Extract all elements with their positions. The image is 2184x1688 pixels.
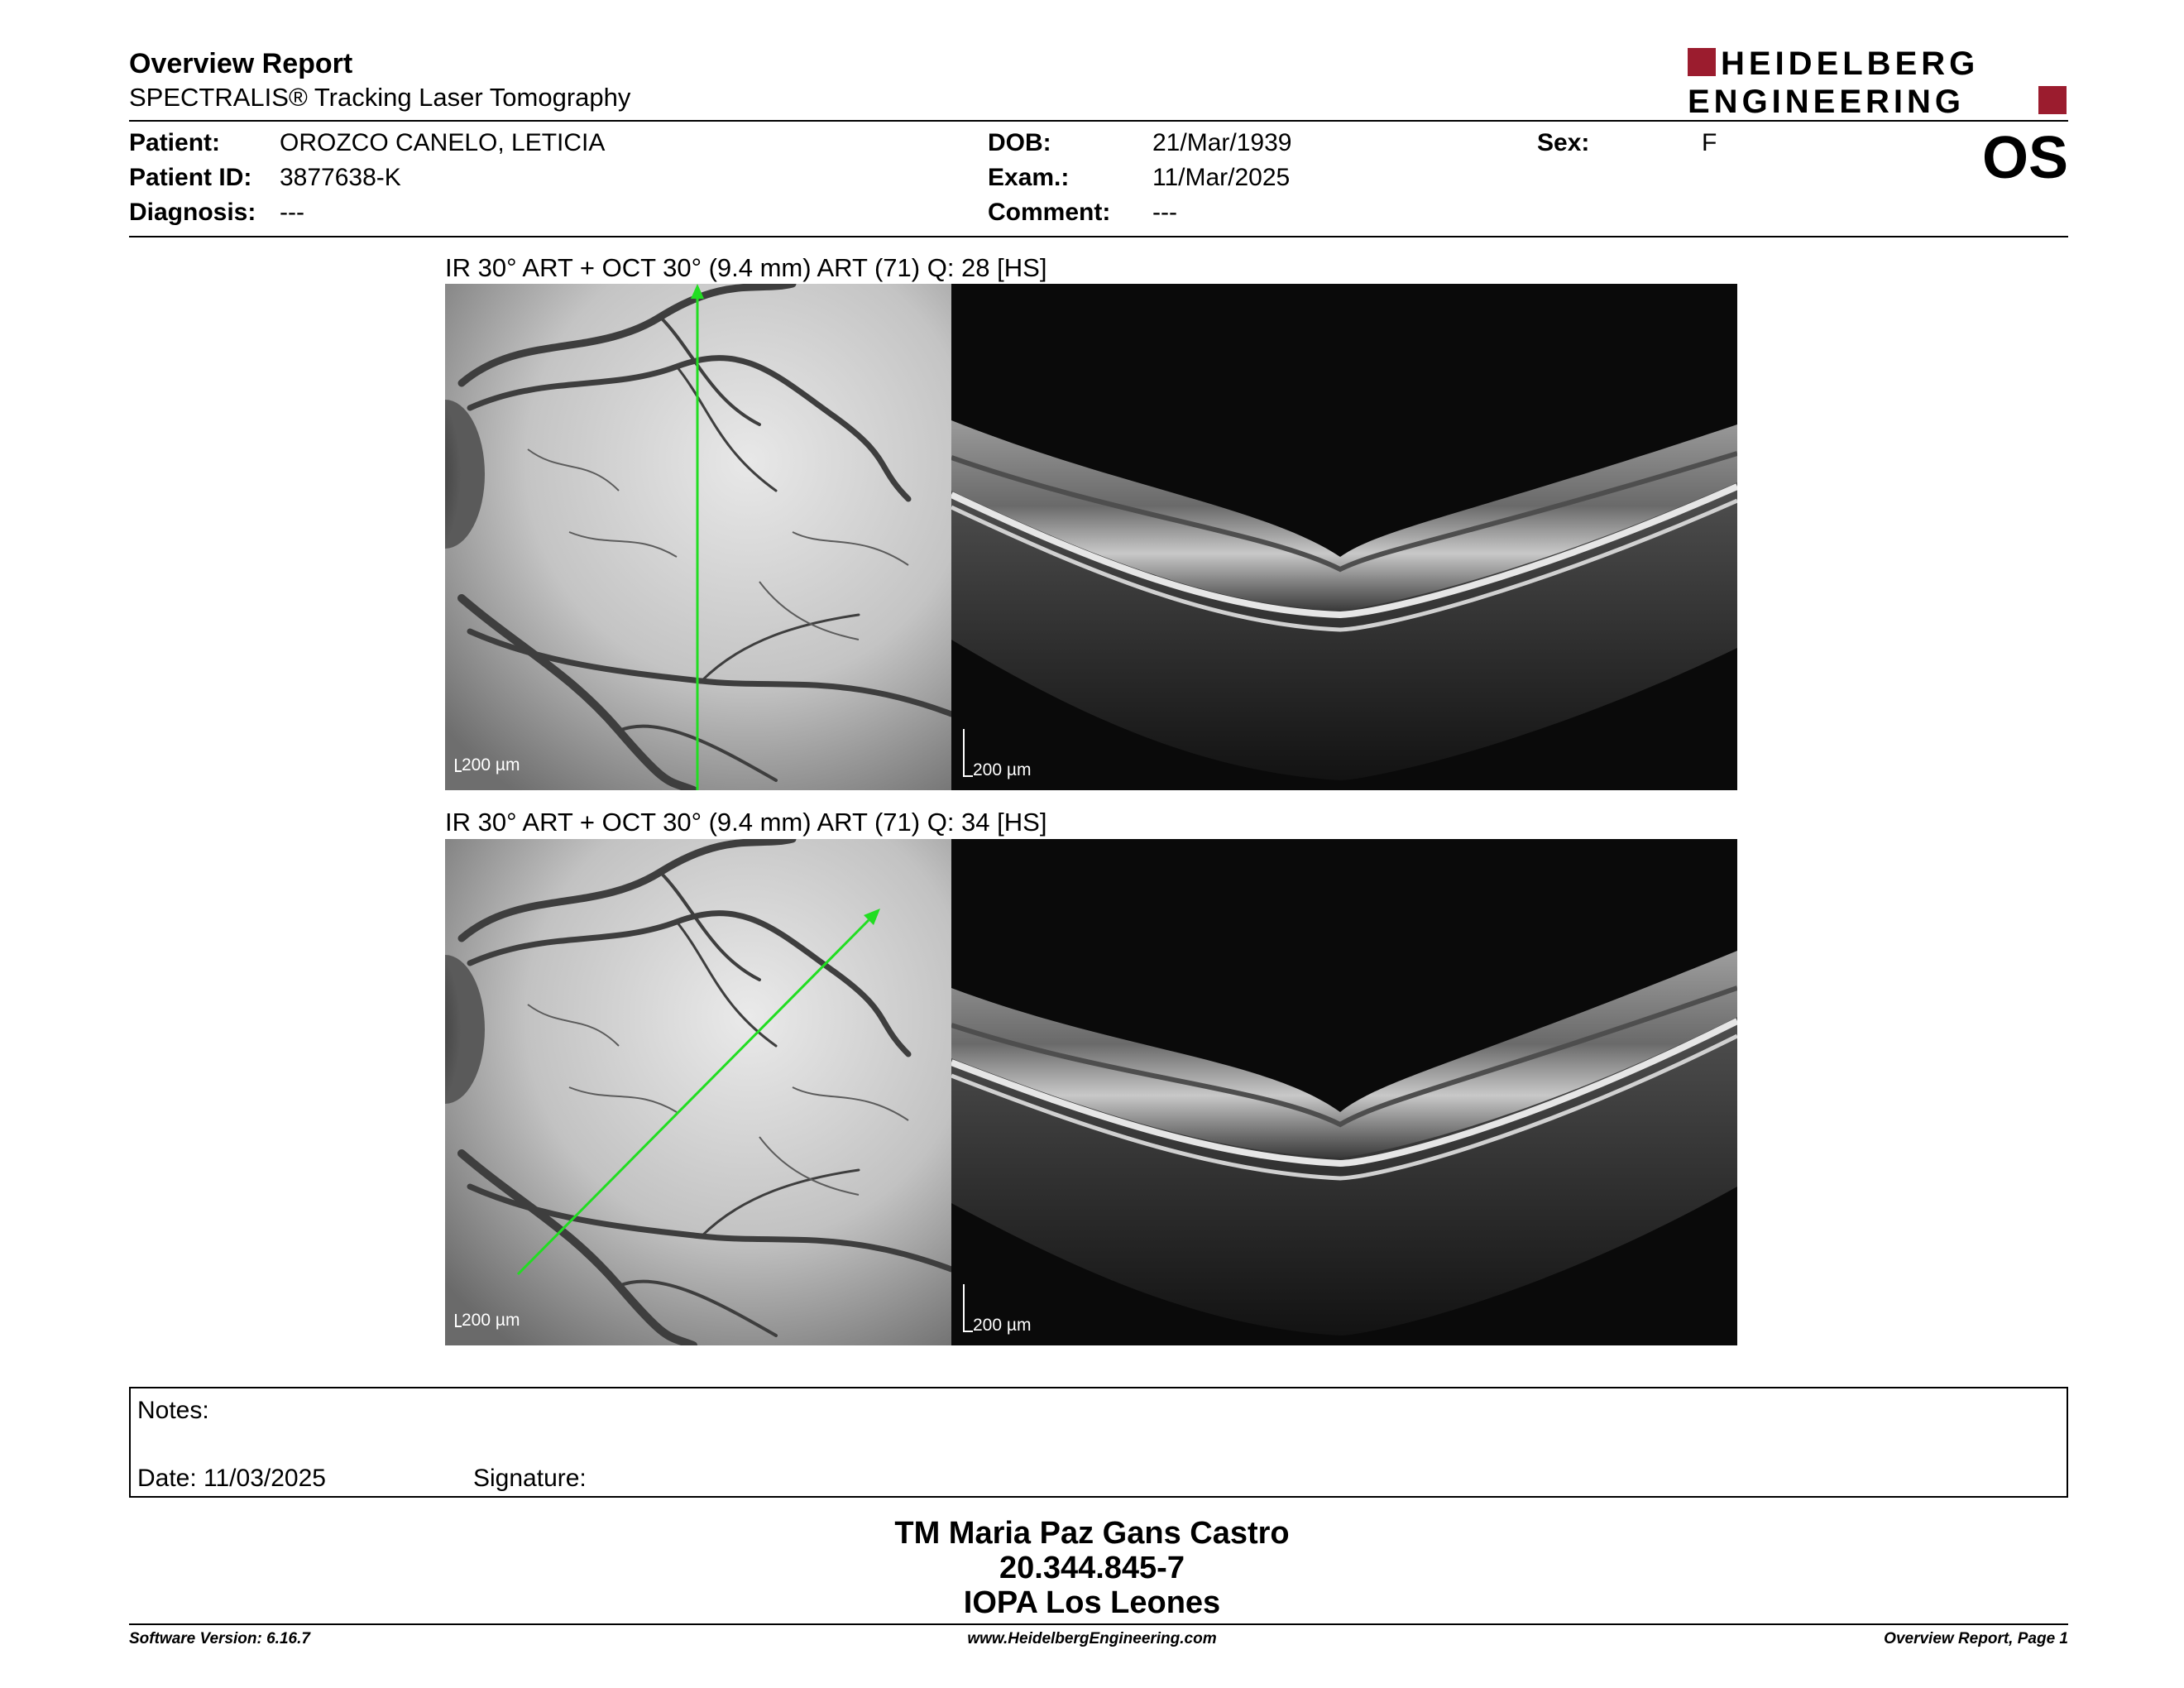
oct-bscan-2	[951, 839, 1737, 1345]
comment-label: Comment:	[988, 199, 1111, 226]
signature-label: Signature:	[473, 1465, 587, 1492]
dob-label: DOB:	[988, 129, 1051, 156]
scan-line-diagonal	[445, 839, 951, 1345]
signer-name: TM Maria Paz Gans Castro	[894, 1516, 1290, 1551]
patient-id-label: Patient ID:	[129, 164, 252, 191]
patient-rule	[129, 236, 2068, 237]
scale-bar-icon	[455, 759, 462, 772]
sex-label: Sex:	[1537, 129, 1590, 156]
oct-scale-bar-1	[963, 729, 1031, 780]
diagnosis-label: Diagnosis:	[129, 199, 256, 226]
dob-value: 21/Mar/1939	[1152, 129, 1292, 156]
notes-box[interactable]	[129, 1387, 2068, 1498]
signer-id: 20.344.845-7	[999, 1551, 1185, 1585]
patient-id-value: 3877638-K	[280, 164, 401, 191]
exam-value: 11/Mar/2025	[1152, 164, 1291, 191]
comment-value: ---	[1152, 199, 1177, 226]
exam-label: Exam.:	[988, 164, 1070, 191]
scale-bar-icon	[963, 729, 973, 777]
header-rule	[129, 120, 2068, 122]
scan-line-vertical	[445, 284, 951, 790]
scale-bar-icon	[963, 1284, 973, 1332]
svg-text:HEIDELBERG: HEIDELBERG	[1721, 46, 1980, 82]
report-subtitle: SPECTRALIS® Tracking Laser Tomography	[129, 83, 631, 112]
oct-scale-label-1: 200 µm	[973, 760, 1032, 779]
signer-institution: IOPA Los Leones	[963, 1585, 1221, 1620]
scan-caption-1: IR 30° ART + OCT 30° (9.4 mm) ART (71) Q: 28 [HS]	[445, 253, 1047, 282]
oct-bscan-1	[951, 284, 1737, 790]
eye-indicator: OS	[1981, 125, 2068, 191]
software-version: Software Version: 6.16.7	[129, 1630, 310, 1647]
heidelberg-logo	[1688, 46, 2068, 116]
website-link[interactable]: www.HeidelbergEngineering.com	[967, 1630, 1217, 1647]
scale-bar-icon	[455, 1314, 462, 1327]
fundus-scale-label-2: 200 µm	[462, 1311, 520, 1330]
patient-label: Patient:	[129, 129, 221, 156]
fundus-scale-bar-2	[455, 1311, 520, 1331]
patient-value: OROZCO CANELO, LETICIA	[280, 129, 606, 156]
scan-caption-2: IR 30° ART + OCT 30° (9.4 mm) ART (71) Q: 34 [HS]	[445, 808, 1047, 837]
fundus-image-1	[445, 284, 951, 790]
sex-value: F	[1702, 129, 1717, 156]
page-number: Overview Report, Page 1	[1884, 1630, 2068, 1647]
fundus-image-2	[445, 839, 951, 1345]
svg-text:ENGINEERING: ENGINEERING	[1688, 84, 1966, 116]
oct-scale-bar-2	[963, 1284, 1031, 1336]
oct-scale-label-2: 200 µm	[973, 1316, 1032, 1335]
fundus-scale-bar-1	[455, 755, 520, 775]
footer-rule	[129, 1623, 2068, 1625]
report-title: Overview Report	[129, 48, 353, 79]
notes-label: Notes:	[137, 1397, 209, 1424]
fundus-scale-label-1: 200 µm	[462, 755, 520, 774]
diagnosis-value: ---	[280, 199, 304, 226]
date-label: Date: 11/03/2025	[137, 1465, 326, 1492]
